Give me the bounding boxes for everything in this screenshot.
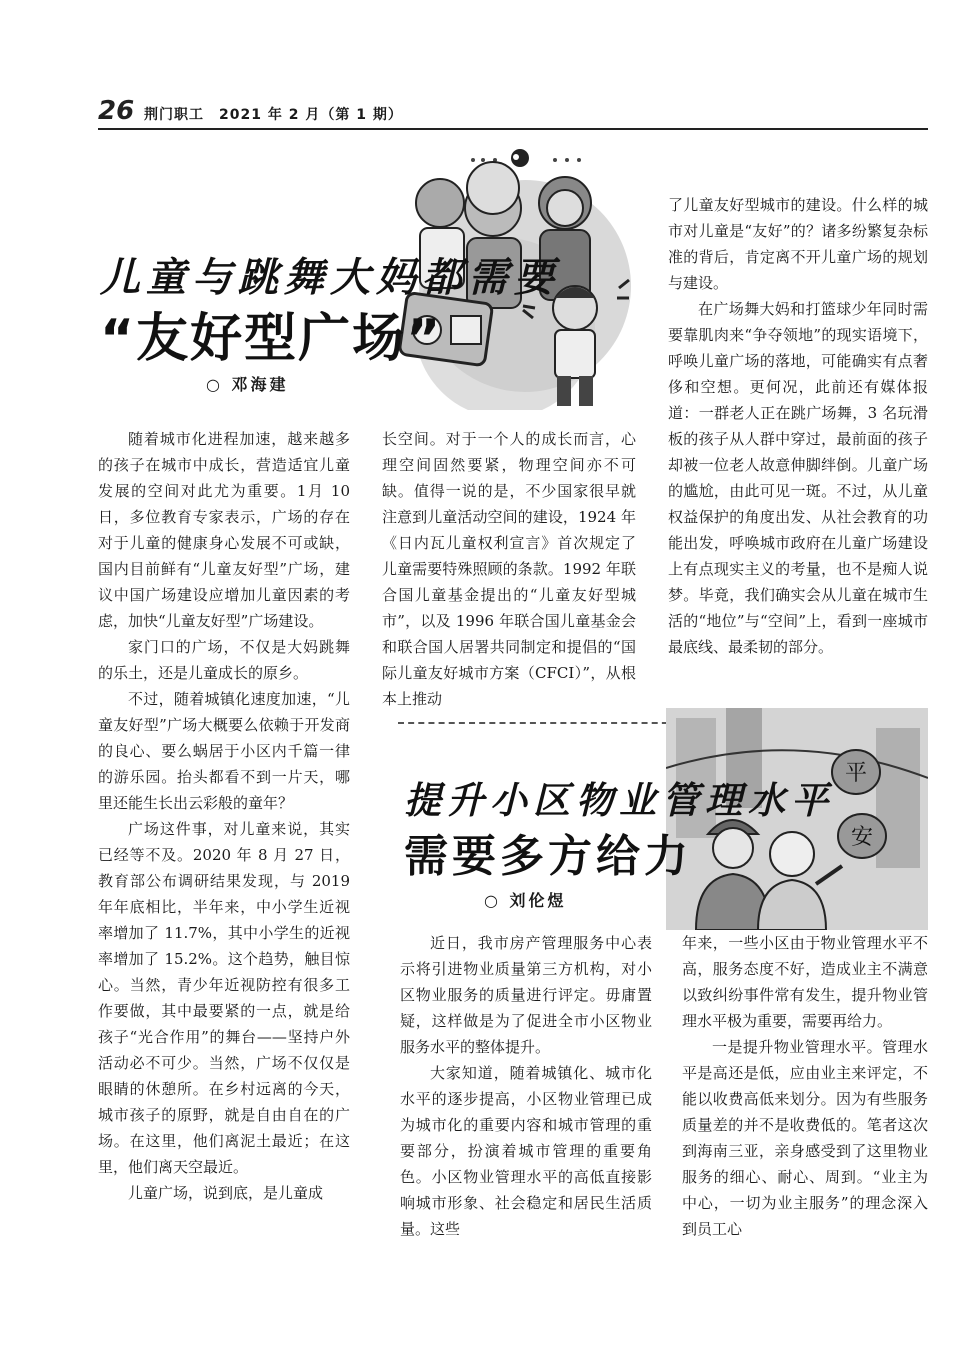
- paragraph: 家门口的广场，不仅是大妈跳舞的乐土，还是儿童成长的原乡。: [98, 638, 350, 682]
- lantern-char: 安: [850, 825, 874, 850]
- paragraph: 大家知道，随着城镇化、城市化水平的逐步提高，小区物业管理已成为城市化的重要内容和城市管理的重要部分，扮演着城市管理的重要角色。小区物业管理水平的高低直接影响城市形象、社会稳定和居民生活质量。这些: [400, 1064, 652, 1238]
- article1-byline: ○ 邓海建: [206, 375, 289, 394]
- article1-column-3: [668, 192, 928, 660]
- lantern-icon: [838, 814, 886, 858]
- section-divider: [398, 722, 678, 724]
- paragraph: 儿童广场，说到底，是儿童成: [128, 1184, 324, 1202]
- page-header: [98, 96, 928, 130]
- page-number: 26: [98, 96, 135, 126]
- article1-kicker-title: 儿童与跳舞大妈都需要: [100, 254, 560, 301]
- paragraph: 在广场舞大妈和打篮球少年同时需要靠肌肉来“争夺领地”的现实语境下，呼唤儿童广场的落地，可能确实有点奢侈和空想。更何况，此前还有媒体报道：一群老人正在跳广场舞，3 名玩滑板的孩子从人群中穿过，最前面的孩子却被一位老人故意伸脚绊倒。儿童广场的尴尬，由此可见一斑。不过，从儿童权益保护的角度出发、从社会教育的功能出发，呼唤城市政府在儿童广场建设上有点现实主义的考量，也不是痴人说梦。毕竟，我们确实会从儿童在城市生活的“地位”与“空间”上，看到一座城市最底线、最柔韧的部分。: [668, 300, 928, 656]
- header-rule: [98, 128, 928, 130]
- paragraph: 随着城市化进程加速，越来越多的孩子在城市中成长，营造适宜儿童发展的空间对此尤为重要。1月 10 日，多位教育专家表示，广场的存在对于儿童的健康身心发展不可或缺，国内目前鲜有“儿童友好型”广场，建议中国广场建设应增加儿童因素的考虑，加快“儿童友好型”广场建设。: [98, 430, 350, 630]
- article1-main-title: “友好型广场”: [100, 309, 443, 369]
- article1-column-1: [98, 426, 350, 1206]
- issue-line: 荆门职工 2021 年 2 月（第 1 期）: [144, 107, 403, 123]
- paragraph: 不过，随着城镇化速度加速，“儿童友好型”广场大概要么依赖于开发商的良心、要么蜗居于小区内千篇一律的游乐园。抬头都看不到一片天，哪里还能生长出云彩般的童年？: [98, 690, 350, 812]
- lantern-icon: [832, 750, 880, 794]
- article2-column-1: [400, 930, 652, 1242]
- paragraph: 一是提升物业管理水平。管理水平是高还是低，应由业主来评定，不能以收费高低来划分。因为有些服务质量差的并不是收费低的。笔者这次到海南三亚，亲身感受到了这里物业服务的细心、耐心、周到。“业主为中心，一切为业主服务”的理念深入到员工心: [682, 1038, 928, 1238]
- article2-main-title: 需要多方给力: [404, 831, 692, 882]
- paragraph: 广场这件事，对儿童来说，其实已经等不及。2020 年 8 月 27 日，教育部公布调研结果发现，与 2019 年年底相比，半年来，中小学生近视率增加了 11.7%，其中小学生的近视率增加了 15.2%。这个趋势，触目惊心。当然，青少年近视防控有很多工作要做，其中最要紧的一点，就是给孩子“光合作用”的舞台——坚持户外活动必不可少。当然，广场不仅仅是眼睛的休憩所。在乡村远离的今天，城市孩子的原野，就是自由自在的广场。在这里，他们离泥土最近；在这里，他们离天空最近。: [98, 820, 350, 1176]
- article1-column-2: [382, 426, 636, 712]
- paragraph: 长空间。对于一个人的成长而言，心理空间固然要紧，物理空间亦不可缺。值得一说的是，不少国家很早就注意到儿童活动空间的建设，1924 年《日内瓦儿童权利宣言》首次规定了儿童需要特殊照顾的条款。1992 年联合国儿童基金提出的“儿童友好型城市”，以及 1996 年联合国儿童基金会和联合国人居署共同制定和提倡的“国际儿童友好城市方案（CFCI）”，从根本上推动: [382, 430, 636, 708]
- article2-column-2: [682, 930, 928, 1242]
- paragraph: 了儿童友好型城市的建设。什么样的城市对儿童是“友好”的？诸多纷繁复杂标准的背后，肯定离不开儿童广场的规划与建设。: [668, 196, 928, 292]
- lantern-char: 平: [844, 761, 868, 786]
- article2-kicker-title: 提升小区物业管理水平: [404, 778, 834, 822]
- paragraph: 年来，一些小区由于物业管理水平不高，服务态度不好，造成业主不满意以致纠纷事件常有发生，提升物业管理水平极为重要，需要再给力。: [682, 934, 928, 1030]
- article2-byline: ○ 刘伦煜: [484, 891, 567, 910]
- paragraph: 近日，我市房产管理服务中心表示将引进物业质量第三方机构，对小区物业服务的质量进行评定。毋庸置疑，这样做是为了促进全市小区物业服务水平的整体提升。: [400, 934, 652, 1056]
